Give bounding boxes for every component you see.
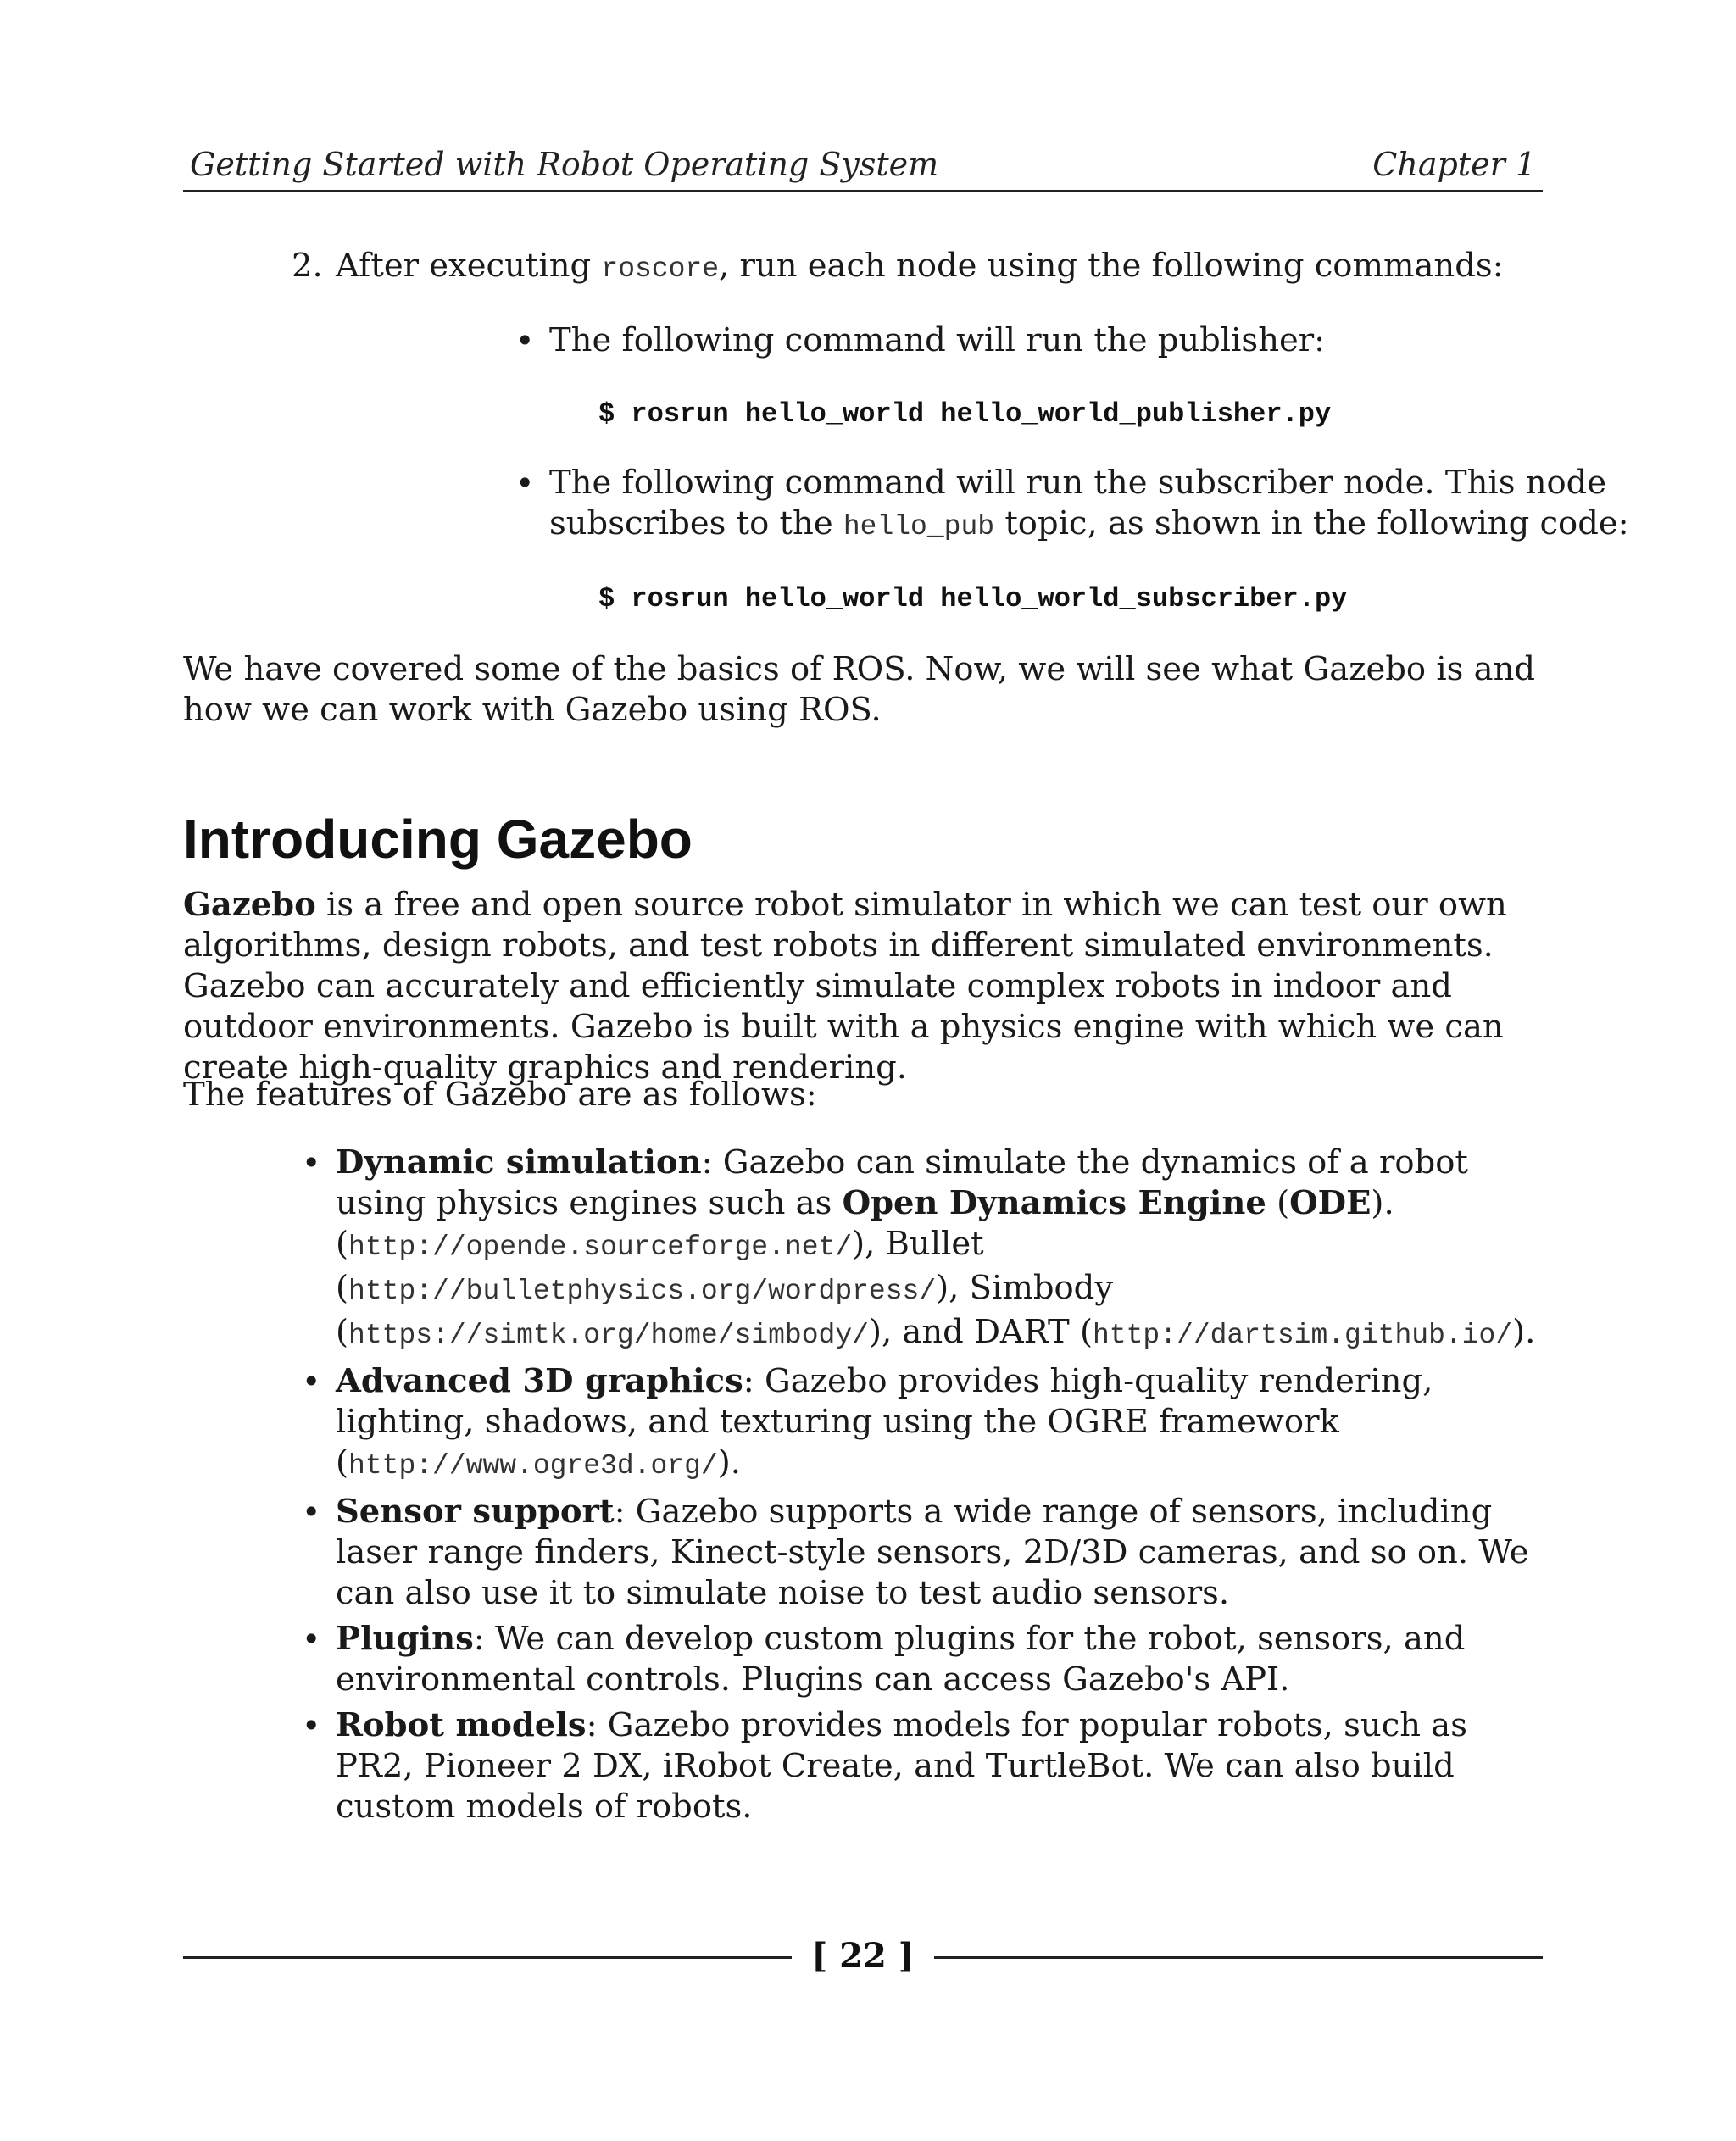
feature-text [336,1705,1543,1827]
bullet-icon: • [302,1363,321,1400]
feature-text-part: ). [717,1443,741,1482]
link-ogre[interactable]: http://www.ogre3d.org/ [348,1450,718,1482]
feature-text [336,1492,1543,1614]
feature-text [336,1619,1543,1700]
feature-robot-models [302,1705,1543,1827]
feature-dynamic-simulation [302,1143,1543,1356]
feature-text [336,1361,1543,1487]
paragraph-gazebo-intro [183,885,1543,1088]
step-text-before: After executing [336,247,602,285]
book-title: Getting Started with Robot Operating System [190,146,939,183]
feature-text-part: : Gazebo provides models for popular robots, such as PR2, Pioneer 2 DX, iRobot Create, and TurtleBot. We can also build custom models of robots. [336,1706,1467,1826]
feature-plugins [302,1619,1543,1700]
link-simbody[interactable]: https://simtk.org/home/simbody/ [348,1320,869,1351]
bullet-text: The following command will run the publisher: [549,321,1326,359]
bullet-line-1: The following command will run the subscriber node. This node [549,464,1607,502]
section-heading: Introducing Gazebo [183,809,693,870]
bullet-line-2-after: topic, as shown in the following code: [994,504,1629,542]
features-list [302,1143,1543,1832]
page-number: [ 22 ] [811,1936,915,1976]
page-footer [183,1932,1543,1983]
running-header [183,146,1543,192]
term-ode-full: Open Dynamics Engine [842,1184,1266,1222]
inline-code-roscore: roscore [601,253,720,285]
book-page [183,0,1629,2141]
feature-text-part: : We can develop custom plugins for the robot, sensors, and environmental controls. Plugins can access Gazebo's API. [336,1620,1466,1699]
bullet-icon: • [302,1144,321,1182]
link-dart[interactable]: http://dartsim.github.io/ [1093,1320,1513,1351]
feature-text-part: ), Bullet ( [336,1225,984,1307]
step-text [336,246,1504,290]
feature-text-part: ). [1512,1313,1536,1351]
bullet-text [549,463,1629,548]
feature-text-part: ), and DART ( [868,1313,1093,1351]
step-number: 2. [292,247,323,285]
bullet-icon: • [302,1621,321,1658]
paragraph-features-intro: The features of Gazebo are as follows: [183,1076,817,1114]
link-bullet[interactable]: http://bulletphysics.org/wordpress/ [348,1276,937,1307]
paragraph-ros-summary: We have covered some of the basics of ROS. Now, we will see what Gazebo is and how we can work with Gazebo using ROS. [183,650,1536,729]
feature-title: Dynamic simulation [336,1143,702,1182]
feature-text-part: ), Simbody ( [336,1269,1114,1351]
feature-title: Advanced 3D graphics [336,1362,743,1400]
feature-advanced-graphics [302,1361,1543,1487]
footer-rule-right [934,1956,1543,1959]
link-opende[interactable]: http://opende.sourceforge.net/ [348,1232,853,1263]
bullet-icon: • [302,1493,321,1531]
bullet-icon: • [302,1707,321,1744]
term-gazebo: Gazebo [183,886,316,924]
bullet-icon: • [515,322,535,359]
command-publisher: $ rosrun hello_world hello_world_publisher.py [598,398,1332,430]
step-text-after: , run each node using the following commands: [719,247,1504,285]
feature-sensor-support [302,1492,1543,1614]
feature-title: Robot models [336,1706,587,1744]
feature-title: Sensor support [336,1493,615,1531]
command-subscriber: $ rosrun hello_world hello_world_subscriber.py [598,583,1348,614]
feature-text-part: ). ( [336,1184,1394,1263]
feature-title: Plugins [336,1620,474,1658]
feature-text-part: : Gazebo supports a wide range of sensors, including laser range finders, Kinect-style sensors, 2D/3D cameras, and so on. We can also use it to simulate noise to test audio sensors. [336,1493,1529,1612]
bullet-icon: • [515,464,535,502]
bullet-line-2-before: subscribes to the [549,504,843,542]
feature-text-part: : Gazebo provides high-quality rendering, lighting, shadows, and texturing using the OGRE framework ( [336,1362,1433,1482]
feature-text [336,1143,1543,1356]
feature-text-part: ( [1266,1184,1290,1222]
inline-code-hello-pub: hello_pub [843,511,995,542]
gazebo-intro-text: is a free and open source robot simulator in which we can test our own algorithms, design robots, and test robots in different simulated environments. Gazebo can accurately and efficiently simulate complex robots in indoor and outdoor environments. Gazebo is built with a physics engine with which we can create high-quality graphics and rendering. [183,886,1507,1087]
term-ode: ODE [1289,1184,1372,1222]
feature-text-part: : Gazebo can simulate the dynamics of a robot using physics engines such as [336,1143,1468,1222]
chapter-label: Chapter 1 [1372,146,1536,183]
